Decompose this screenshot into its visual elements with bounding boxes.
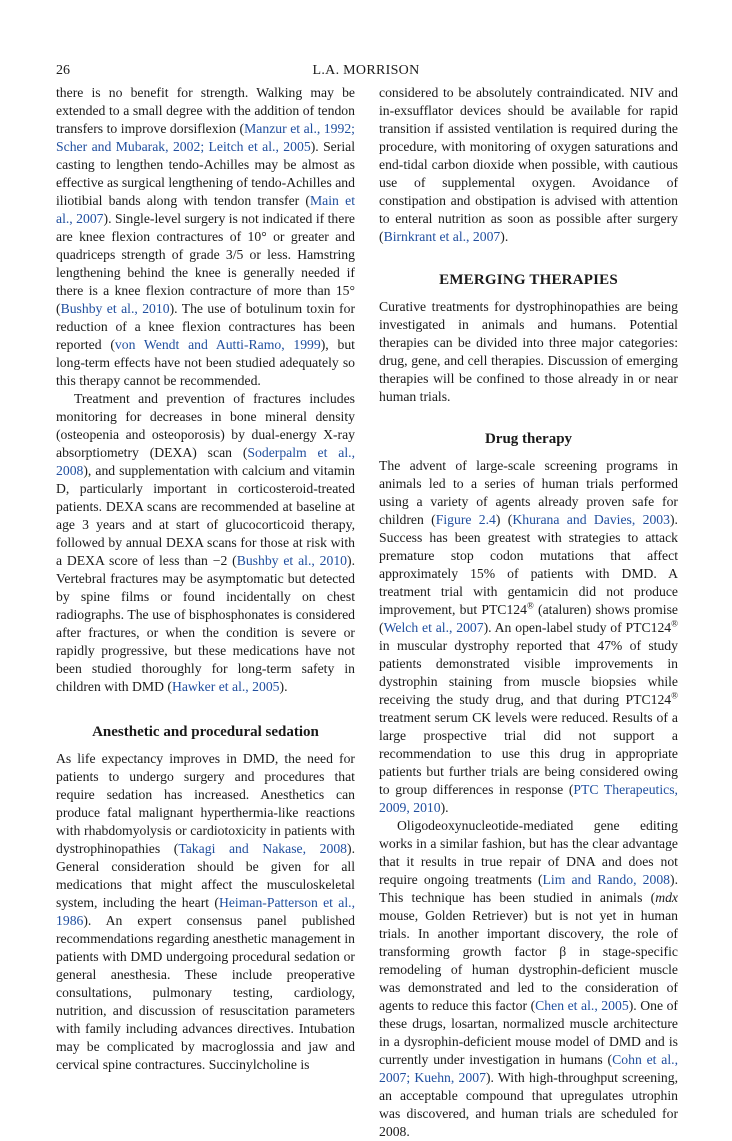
text-run: ). Serial casting to lengthen tendo-Achilles may be almost as effective as surgical lengthening of tendo-Achilles and iliotibial bands along with tendon transfer ( (56, 139, 355, 208)
paragraph (379, 817, 678, 1141)
citation-link[interactable]: Lim and Rando, 2008 (542, 872, 671, 887)
left-column (56, 84, 355, 1074)
text-run: ). Success has been greatest with strategies to attack premature stop codon mutations that affect approximately 15% of patients with DMD. A treatment trial with gentamicin did not produce improvement, but PTC124 (379, 512, 678, 617)
citation-link[interactable]: Bushby et al., 2010 (236, 553, 348, 568)
running-head: L.A. MORRISON (312, 63, 420, 78)
text-run: ). One of these drugs, losartan, normalized muscle architecture in a dysrophin-deficient mouse model of DMD and is currently under investigation in humans ( (379, 998, 678, 1067)
paragraph (379, 84, 678, 246)
text-run: ). (279, 679, 288, 694)
text-run: ). Vertebral fractures may be asymptomatic but detected by spine films or found incidentally on chest radiographs. The use of bisphosphonates is considered after fractures, or when the condition is severe or rapidly progressive, but these medications have not been studied thoroughly for long-term safety in children with DMD ( (56, 553, 355, 694)
text-run: mouse, Golden Retriever) but is not yet in human trials. In another important discovery, the role of transforming growth factor β in stage-specific remodeling of human dystrophin-deficient muscle was demonstrated and led to the consideration of agents to reduce this factor ( (379, 908, 678, 1013)
text-run: ). An open-label study of PTC124 (483, 620, 672, 635)
section-heading-drug-therapy: Drug therapy (484, 431, 573, 447)
citation-link[interactable]: Manzur et al., 1992; Scher and Mubarak, 2002; Leitch et al., 2005 (56, 121, 355, 154)
citation-link[interactable]: Birnkrant et al., 2007 (383, 229, 501, 244)
registered-mark: ® (671, 618, 678, 629)
citation-link[interactable]: Takagi and Nakase, 2008 (178, 841, 348, 856)
citation-link[interactable]: Cohn et al., 2007; Kuehn, 2007 (379, 1052, 679, 1085)
citation-link[interactable]: PTC Therapeutics, 2009, 2010 (379, 782, 678, 815)
section-heading-anesthetic: Anesthetic and procedural sedation (92, 724, 319, 740)
citation-link[interactable]: Hawker et al., 2005 (171, 679, 280, 694)
text-run: Treatment and prevention of fractures includes monitoring for decreases in bone mineral density (osteopenia and osteoporosis) by dual-energy X-ray absorptiometry (DEXA) scan ( (56, 391, 355, 460)
text-run: ). Single-level surgery is not indicated if there are knee flexion contractures of 10° or greater and quadriceps strength of grade 3/5 or less. Hamstring lengthening behind the knee is generally needed if there is a knee flexion contracture of more than 15° ( (56, 211, 355, 316)
text-run: there is no benefit for strength. Walking may be extended to a small degree with the addition of tendon transfers to improve dorsiflexion ( (56, 85, 355, 136)
text-run: in muscular dystrophy reported that 47% of study patients demonstrated visible improvements in dystrophin staining from muscle biopsies while receiving the study drug, and that during PTC124 (379, 638, 678, 707)
registered-mark: ® (671, 690, 678, 701)
text-run: The advent of large-scale screening programs in animals led to a series of human trials performed using a variety of agents already proven safe for children ( (379, 458, 678, 527)
registered-mark: ® (526, 600, 534, 611)
citation-link[interactable]: Soderpalm et al., 2008 (56, 445, 355, 478)
section-heading-emerging-therapies: EMERGING THERAPIES (439, 272, 618, 288)
citation-link[interactable]: Chen et al., 2005 (535, 998, 629, 1013)
text-run: ). (500, 229, 509, 244)
paragraph (379, 457, 678, 817)
text-run: ) ( (495, 512, 513, 527)
citation-link[interactable]: Main et al., 2007 (56, 193, 355, 226)
text-run: treatment serum CK levels were reduced. Results of a large prospective trial did not support a recommendation to use this drug in appropriate patients but further trials are being considered owing to group differences in response ( (379, 710, 678, 797)
text-run: (ataluren) shows promise ( (379, 602, 679, 635)
citation-link[interactable]: Khurana and Davies, 2003 (512, 512, 670, 527)
paragraph (56, 750, 355, 1074)
text-run: ). With high-throughput screening, an acceptable compound that upregulates utrophin was discovered, and human trials are scheduled for 2008. (379, 1070, 679, 1139)
text-run: ). An expert consensus panel published recommendations regarding anesthetic management in patients with DMD undergoing procedural sedation or general anesthesia. These include preoperative consultations, pulmonary testing, cardiology, nutrition, and discussion of resuscitation parameters with family including advances directives. Intubation may be complicated by macroglossia and jaw and cervical spine contractures. Succinylcholine is (56, 913, 355, 1072)
citation-link[interactable]: von Wendt and Autti-Ramo, 1999 (114, 337, 321, 352)
citation-link[interactable]: Welch et al., 2007 (383, 620, 484, 635)
text-run: ). General consideration should be given for all medications that might affect the musculoskeletal system, including the heart ( (56, 841, 355, 910)
citation-link[interactable]: Bushby et al., 2010 (60, 301, 170, 316)
paragraph (56, 390, 355, 696)
page-number: 26 (56, 63, 70, 78)
citation-link[interactable]: Heiman-Patterson et al., 1986 (56, 895, 355, 928)
text-run: ), but long-term effects have not been studied adequately so this therapy cannot be recommended. (56, 337, 355, 388)
text-run: ). (440, 800, 449, 815)
text-run: considered to be absolutely contraindicated. NIV and in-exsufflator devices should be available for rapid transition if assisted ventilation is required during the procedure, with monitoring of oxygen saturations and end-tidal carbon dioxide when possible, with cautious use of supplemental oxygen. Avoidance of constipation and obstipation is advised with attention to enteral nutrition as soon as possible after surgery ( (379, 85, 678, 244)
paragraph (56, 84, 355, 390)
citation-link[interactable]: Figure 2.4 (435, 512, 496, 527)
text-run: ). The use of botulinum toxin for reduction of a knee flexion contractures has been reported ( (56, 301, 356, 352)
text-run: As life expectancy improves in DMD, the need for patients to undergo surgery and procedures that require sedation has increased. Anesthetics can produce fatal malignant hyperthermia-like reactions with rhabdomyolysis or cardiotoxicity in patients with dystrophinopathies ( (56, 751, 355, 856)
text-run: ), and supplementation with calcium and vitamin D, particularly important in corticosteroid-treated patients. DEXA scans are recommended at baseline at age 3 years and at start of glucocorticoid therapy, followed by annual DEXA scans for those at risk with a DEXA score of less than −2 ( (56, 463, 355, 568)
right-column (379, 84, 678, 1141)
paragraph (379, 298, 678, 406)
text-run: Oligodeoxynucleotide-mediated gene editing works in a similar fashion, but has the clear advantage that it results in true repair of DNA and does not require ongoing treatments ( (379, 818, 678, 887)
italic-text: mdx (655, 890, 678, 905)
text-run: Curative treatments for dystrophinopathies are being investigated in animals and humans. Potential therapies can be divided into three major categories: drug, gene, and cell therapies. Discussion of emerging therapies will be confined to those already in or near human trials. (379, 299, 678, 404)
text-run: ). This technique has been studied in animals ( (379, 872, 678, 905)
